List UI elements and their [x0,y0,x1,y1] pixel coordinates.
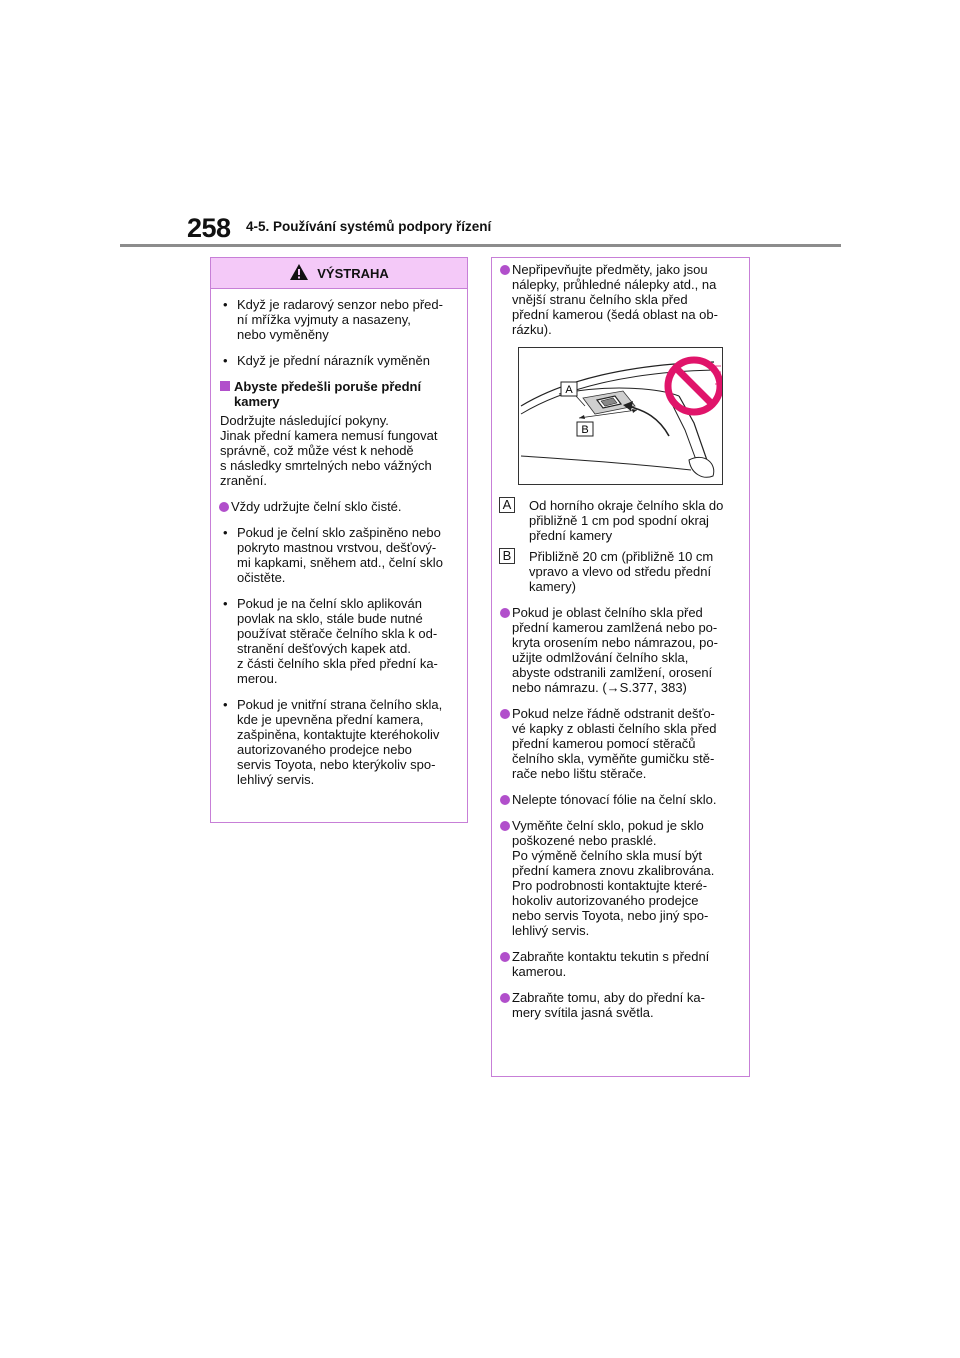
intro-paragraph [220,413,458,488]
text-line: • Pokud je čelní sklo zašpiněno nebo [237,525,441,540]
text-line: používat stěrače čelního skla k od- [237,626,438,641]
text-line: hokoliv autorizovaného prodejce [512,893,699,908]
circle-bullet-icon [500,608,510,618]
legend-key: B [499,548,515,564]
text-line: merou. [237,671,278,686]
warning-title: VÝSTRAHA [317,265,389,281]
text-line: • Když je radarový senzor nebo před- [237,297,443,312]
text-line: stranění dešťových kapek atd. [237,641,411,656]
text-line: zranění. [220,473,267,488]
list-item [220,697,458,787]
text-line: lehlivý servis. [237,772,315,787]
text-line: ní mřížka vyjmuty a nasazeny, [237,312,411,327]
text-line: kamery) [529,579,576,594]
page-number: 258 [187,213,231,243]
text-line: abyste odstranili zamlžení, orosení [512,665,713,680]
text-line: užijte odmlžování čelního skla, [512,650,689,665]
list-item [501,949,740,979]
text-line: Od horního okraje čelního skla do [529,498,724,513]
legend-item-b [501,549,740,594]
section-subhead [220,379,458,409]
text-line: Zabraňte kontaktu tekutin s přední [512,949,710,964]
text-line: Přibližně 20 cm (přibližně 10 cm [529,549,714,564]
circle-bullet-icon [500,265,510,275]
circle-bullet-icon [219,502,229,512]
circle-bullet-icon [500,952,510,962]
circle-bullet-icon [500,795,510,805]
text-line: s následky smrtelných nebo vážných [220,458,432,473]
circle-bullet-icon [500,821,510,831]
text-line: servis Toyota, nebo kterýkoliv spo- [237,757,436,772]
text-line: nálepky, průhledné nálepky atd., na [512,277,717,292]
text-line: kamery [234,394,280,409]
circle-bullet-icon [500,993,510,1003]
text-line: Dodržujte následující pokyny. [220,413,389,428]
circle-bullet-icon [500,709,510,719]
list-item [220,525,458,585]
text-line: vé kapky z oblasti čelního skla před [512,721,717,736]
text-line: přední kamerou zamlžená nebo po- [512,620,718,635]
text-line: Nelepte tónovací fólie na čelní sklo. [512,792,717,807]
text-line: přibližně 1 cm pod spodní okraj [529,513,709,528]
text-line: autorizovaného prodejce nebo [237,742,412,757]
text-line: rázku). [512,322,552,337]
text-line: nebo servis Toyota, nebo jiný spo- [512,908,709,923]
square-bullet-icon [220,381,230,391]
continued-box [491,257,750,1077]
text-line: zašpiněna, kontaktujte kteréhokoliv [237,727,440,742]
windshield-camera-figure [518,347,723,485]
text-line: Nepřipevňujte předměty, jako jsou [512,262,708,277]
text-line: Vždy udržujte čelní sklo čisté. [231,499,402,514]
list-item [501,262,740,337]
text-line: Pokud je oblast čelního skla před [512,605,703,620]
list-item [220,596,458,686]
text-line: kryta orosením nebo námrazou, po- [512,635,718,650]
section-title: 4-5. Používání systémů podpory řízení [246,219,492,234]
text-line: kde je upevněna přední kamera, [237,712,424,727]
figure-label-a: A [565,384,573,396]
text-line: přední kamerou pomocí stěračů [512,736,696,751]
text-line: z části čelního skla před přední ka- [237,656,438,671]
text-line: lehlivý servis. [512,923,590,938]
text-line: Abyste předešli poruše přední [234,379,422,394]
list-item [220,297,458,342]
text-line: rače nebo lištu stěrače. [512,766,647,781]
list-item [220,353,458,368]
text-line: vpravo a vlevo od středu přední [529,564,712,579]
text-line: mi kapkami, sněhem atd., čelní sklo [237,555,443,570]
list-item [501,818,740,938]
warning-triangle-icon [289,263,309,284]
text-line: přední kamera znovu zkalibrována. [512,863,715,878]
text-line: povlak na sklo, stále bude nutné [237,611,423,626]
text-line: vnější stranu čelního skla před [512,292,688,307]
list-item [501,706,740,781]
warning-box [210,257,468,823]
text-line: pokryto mastnou vrstvou, dešťový- [237,540,437,555]
text-line: přední kamerou (šedá oblast na ob- [512,307,718,322]
list-item [501,792,740,807]
text-line: • Když je přední nárazník vyměněn [237,353,430,368]
text-line: správně, což může vést k nehodě [220,443,414,458]
text-line: • Pokud je vnitřní strana čelního skla, [237,697,443,712]
text-line: Pokud nelze řádně odstranit dešťo- [512,706,715,721]
legend-key: A [499,497,515,513]
text-line: Zabraňte tomu, aby do přední ka- [512,990,705,1005]
text-line: mery svítila jasná světla. [512,1005,654,1020]
text-line: nebo vyměněny [237,327,329,342]
header-rule [120,244,841,247]
text-line: Pro podrobnosti kontaktujte které- [512,878,708,893]
text-line: kamerou. [512,964,567,979]
list-item [501,605,740,695]
text-line: přední kamery [529,528,613,543]
legend-item-a [501,498,740,543]
text-line: poškozené nebo prasklé. [512,833,657,848]
text-line: Po výměně čelního skla musí být [512,848,703,863]
text-line: Vyměňte čelní sklo, pokud je sklo [512,818,704,833]
warning-header [211,258,467,289]
text-line: Jinak přední kamera nemusí fungovat [220,428,438,443]
text-line: • Pokud je na čelní sklo aplikován [237,596,423,611]
text-line: nebo námrazu. (→S.377, 383) [512,680,687,695]
text-line: čelního skla, vyměňte gumičku stě- [512,751,715,766]
prohibition-icon [668,360,720,412]
text-line: očistěte. [237,570,286,585]
list-item [220,499,458,514]
figure-label-b: B [581,424,589,436]
list-item [501,990,740,1020]
